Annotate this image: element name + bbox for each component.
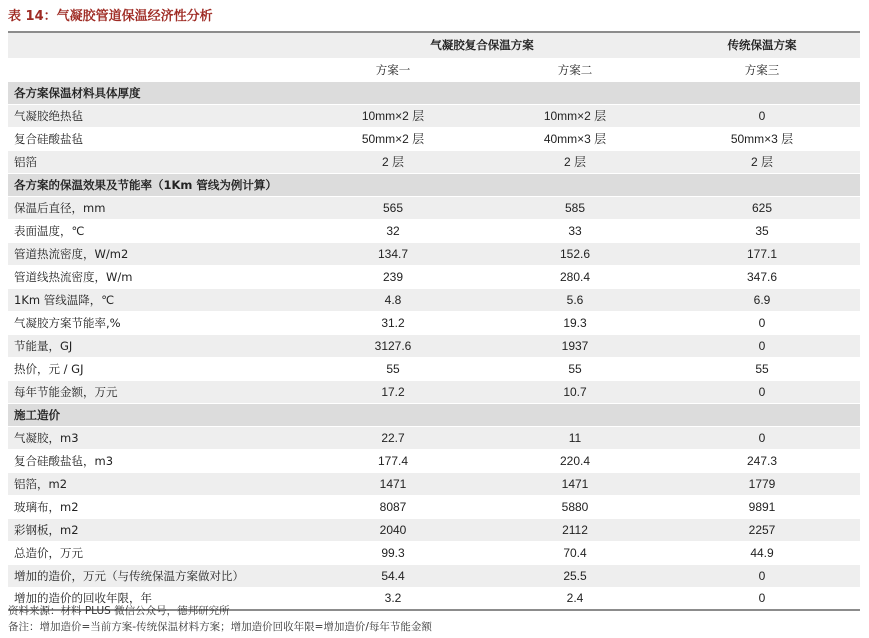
scheme-1-value: 99.3: [300, 541, 486, 564]
row-label: 总造价，万元: [8, 541, 300, 564]
header-scheme-2: 方案二: [486, 58, 664, 81]
section-label: 各方案保温材料具体厚度: [8, 81, 300, 104]
scheme-2-value: 40mm×3 层: [486, 127, 664, 150]
scheme-2-value: 2.4: [486, 587, 664, 610]
scheme-2-value: 55: [486, 357, 664, 380]
table-row: [8, 150, 860, 173]
scheme-3-value: 55: [664, 357, 860, 380]
table-row: [8, 311, 860, 334]
scheme-3-value: [664, 403, 860, 426]
scheme-1-value: 17.2: [300, 380, 486, 403]
table-row: [8, 426, 860, 449]
row-label: 增加的造价，万元（与传统保温方案做对比）: [8, 564, 300, 587]
footnotes: [8, 603, 432, 635]
scheme-2-value: [486, 403, 664, 426]
table-row: [8, 495, 860, 518]
scheme-2-value: 10mm×2 层: [486, 104, 664, 127]
header-row-schemes: [8, 58, 860, 81]
scheme-2-value: 2112: [486, 518, 664, 541]
scheme-3-value: 177.1: [664, 242, 860, 265]
section-label: 施工造价: [8, 403, 300, 426]
header-scheme-3: 方案三: [664, 58, 860, 81]
scheme-2-value: 2 层: [486, 150, 664, 173]
scheme-1-value: 50mm×2 层: [300, 127, 486, 150]
scheme-3-value: 35: [664, 219, 860, 242]
table-row: [8, 380, 860, 403]
remark-note: 备注：增加造价=当前方案-传统保温材料方案；增加造价回收年限=增加造价/每年节能金额: [8, 621, 432, 633]
scheme-1-value: [300, 403, 486, 426]
section-label: 各方案的保温效果及节能率（1Km 管线为例计算）: [8, 173, 300, 196]
row-label: 表面温度，℃: [8, 219, 300, 242]
scheme-3-value: 0: [664, 104, 860, 127]
header-group-aerogel: 气凝胶复合保温方案: [300, 32, 664, 58]
scheme-1-value: 177.4: [300, 449, 486, 472]
table-row: [8, 541, 860, 564]
section-row: [8, 403, 860, 426]
scheme-2-value: 25.5: [486, 564, 664, 587]
row-label: 复合硅酸盐毡: [8, 127, 300, 150]
scheme-1-value: 134.7: [300, 242, 486, 265]
table-row: [8, 196, 860, 219]
scheme-3-value: 9891: [664, 495, 860, 518]
row-label: 管道热流密度，W/m2: [8, 242, 300, 265]
scheme-3-value: 44.9: [664, 541, 860, 564]
table-row: [8, 472, 860, 495]
table-row: [8, 242, 860, 265]
row-label: 每年节能金额，万元: [8, 380, 300, 403]
scheme-2-value: 152.6: [486, 242, 664, 265]
scheme-1-value: 22.7: [300, 426, 486, 449]
row-label: 节能量，GJ: [8, 334, 300, 357]
scheme-2-value: 19.3: [486, 311, 664, 334]
scheme-2-value: 220.4: [486, 449, 664, 472]
row-label: 增加的造价的回收年限，年: [8, 587, 300, 610]
table-row: [8, 219, 860, 242]
scheme-2-value: 33: [486, 219, 664, 242]
row-label: 1Km 管线温降，℃: [8, 288, 300, 311]
table-title: 表 14：气凝胶管道保温经济性分析: [8, 9, 213, 24]
header-group-traditional: 传统保温方案: [664, 32, 860, 58]
scheme-3-value: 0: [664, 426, 860, 449]
scheme-3-value: [664, 173, 860, 196]
scheme-3-value: 0: [664, 380, 860, 403]
table-row: [8, 127, 860, 150]
scheme-1-value: 31.2: [300, 311, 486, 334]
section-row: [8, 173, 860, 196]
section-row: [8, 81, 860, 104]
row-label: 气凝胶，m3: [8, 426, 300, 449]
scheme-2-value: 5.6: [486, 288, 664, 311]
scheme-1-value: 4.8: [300, 288, 486, 311]
table-row: [8, 334, 860, 357]
header-scheme-1: 方案一: [300, 58, 486, 81]
scheme-2-value: [486, 173, 664, 196]
scheme-1-value: 55: [300, 357, 486, 380]
scheme-3-value: 2 层: [664, 150, 860, 173]
row-label: 气凝胶绝热毡: [8, 104, 300, 127]
scheme-3-value: 0: [664, 587, 860, 610]
scheme-2-value: 5880: [486, 495, 664, 518]
scheme-1-value: 565: [300, 196, 486, 219]
scheme-1-value: 10mm×2 层: [300, 104, 486, 127]
table-row: [8, 288, 860, 311]
table-row: [8, 449, 860, 472]
data-table: [8, 31, 860, 611]
row-label: 彩钢板，m2: [8, 518, 300, 541]
scheme-1-value: 3.2: [300, 587, 486, 610]
scheme-1-value: 32: [300, 219, 486, 242]
scheme-3-value: 2257: [664, 518, 860, 541]
scheme-3-value: 0: [664, 334, 860, 357]
row-label: 热价，元 / GJ: [8, 357, 300, 380]
row-label: 铝箔，m2: [8, 472, 300, 495]
scheme-3-value: 6.9: [664, 288, 860, 311]
scheme-2-value: [486, 81, 664, 104]
table-row: [8, 518, 860, 541]
table-body: [8, 81, 860, 610]
scheme-3-value: 50mm×3 层: [664, 127, 860, 150]
header-empty-cell: [8, 58, 300, 81]
scheme-1-value: 239: [300, 265, 486, 288]
scheme-2-value: 1471: [486, 472, 664, 495]
table-row: [8, 357, 860, 380]
scheme-3-value: 247.3: [664, 449, 860, 472]
row-label: 复合硅酸盐毡，m3: [8, 449, 300, 472]
source-note: 资料来源：材料 PLUS 微信公众号，德邦研究所: [8, 605, 230, 617]
scheme-3-value: 1779: [664, 472, 860, 495]
row-label: 玻璃布，m2: [8, 495, 300, 518]
scheme-3-value: 625: [664, 196, 860, 219]
scheme-1-value: 2040: [300, 518, 486, 541]
scheme-2-value: 10.7: [486, 380, 664, 403]
scheme-1-value: [300, 173, 486, 196]
scheme-1-value: 54.4: [300, 564, 486, 587]
scheme-3-value: 0: [664, 564, 860, 587]
scheme-2-value: 280.4: [486, 265, 664, 288]
scheme-3-value: 347.6: [664, 265, 860, 288]
row-label: 气凝胶方案节能率,%: [8, 311, 300, 334]
scheme-3-value: [664, 81, 860, 104]
row-label: 铝箔: [8, 150, 300, 173]
scheme-3-value: 0: [664, 311, 860, 334]
economic-analysis-table: [8, 31, 860, 611]
header-empty-cell: [8, 32, 300, 58]
header-row-groups: [8, 32, 860, 58]
row-label: 管道线热流密度，W/m: [8, 265, 300, 288]
scheme-1-value: 1471: [300, 472, 486, 495]
scheme-1-value: 2 层: [300, 150, 486, 173]
scheme-1-value: [300, 81, 486, 104]
table-row: [8, 564, 860, 587]
table-row: [8, 265, 860, 288]
scheme-2-value: 11: [486, 426, 664, 449]
scheme-2-value: 585: [486, 196, 664, 219]
scheme-2-value: 1937: [486, 334, 664, 357]
scheme-1-value: 8087: [300, 495, 486, 518]
scheme-2-value: 70.4: [486, 541, 664, 564]
row-label: 保温后直径，mm: [8, 196, 300, 219]
scheme-1-value: 3127.6: [300, 334, 486, 357]
table-row: [8, 104, 860, 127]
